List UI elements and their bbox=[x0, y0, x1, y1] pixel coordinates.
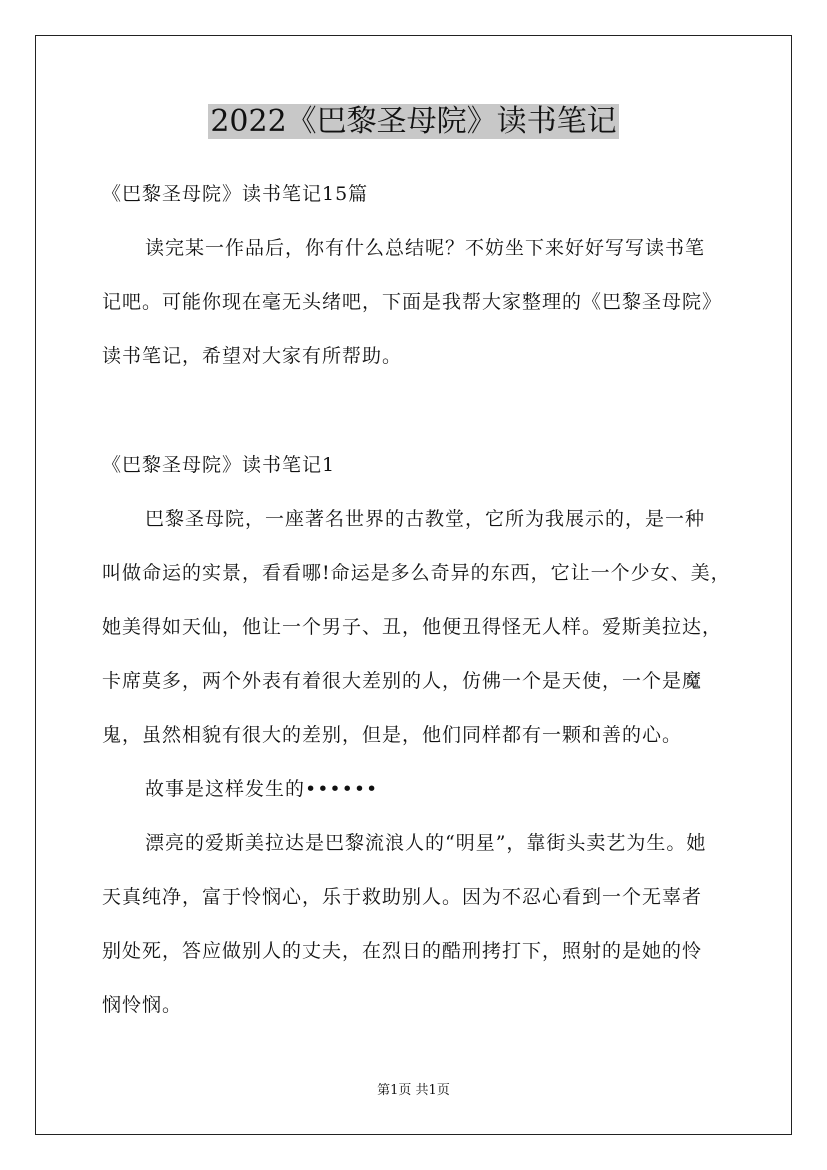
document-subtitle: 《巴黎圣母院》读书笔记15篇 bbox=[102, 183, 369, 205]
paragraph2-line: 故事是这样发生的•••••• bbox=[145, 778, 379, 800]
paragraph3-line-3: 别处死，答应做别人的丈夫，在烈日的酷刑拷打下，照射的是她的怜 bbox=[102, 940, 703, 962]
paragraph3-line-1: 漂亮的爱斯美拉达是巴黎流浪人的“明星”，靠街头卖艺为生。她 bbox=[145, 832, 707, 854]
paragraph1-line-4: 卡席莫多，两个外表有着很大差别的人，仿佛一个是天使，一个是魔 bbox=[102, 670, 703, 692]
intro-line-2: 记吧。可能你现在毫无头绪吧，下面是我帮大家整理的《巴黎圣母院》 bbox=[102, 291, 723, 313]
page-footer: 第1页 共1页 bbox=[377, 1083, 450, 1098]
intro-line-3: 读书笔记，希望对大家有所帮助。 bbox=[102, 345, 403, 367]
paragraph1-line-2: 叫做命运的实景，看看哪!命运是多么奇异的东西，它让一个少女、美， bbox=[102, 562, 731, 584]
paragraph1-line-3: 她美得如天仙，他让一个男子、丑，他便丑得怪无人样。爱斯美拉达， bbox=[102, 616, 723, 638]
paragraph3-line-4: 悯怜悯。 bbox=[102, 994, 183, 1016]
section-heading: 《巴黎圣母院》读书笔记1 bbox=[102, 454, 336, 476]
paragraph1-line-5: 鬼，虽然相貌有很大的差别，但是，他们同样都有一颗和善的心。 bbox=[102, 724, 683, 746]
paragraph1-line-1: 巴黎圣母院，一座著名世界的古教堂，它所为我展示的，是一种 bbox=[145, 508, 706, 530]
paragraph3-line-2: 天真纯净，富于怜悯心，乐于救助别人。因为不忍心看到一个无辜者 bbox=[102, 886, 703, 908]
document-title-text: 2022《巴黎圣母院》读书笔记 bbox=[210, 104, 617, 139]
document-title bbox=[0, 100, 827, 144]
intro-line-1: 读完某一作品后，你有什么总结呢？不妨坐下来好好写写读书笔 bbox=[145, 237, 706, 259]
